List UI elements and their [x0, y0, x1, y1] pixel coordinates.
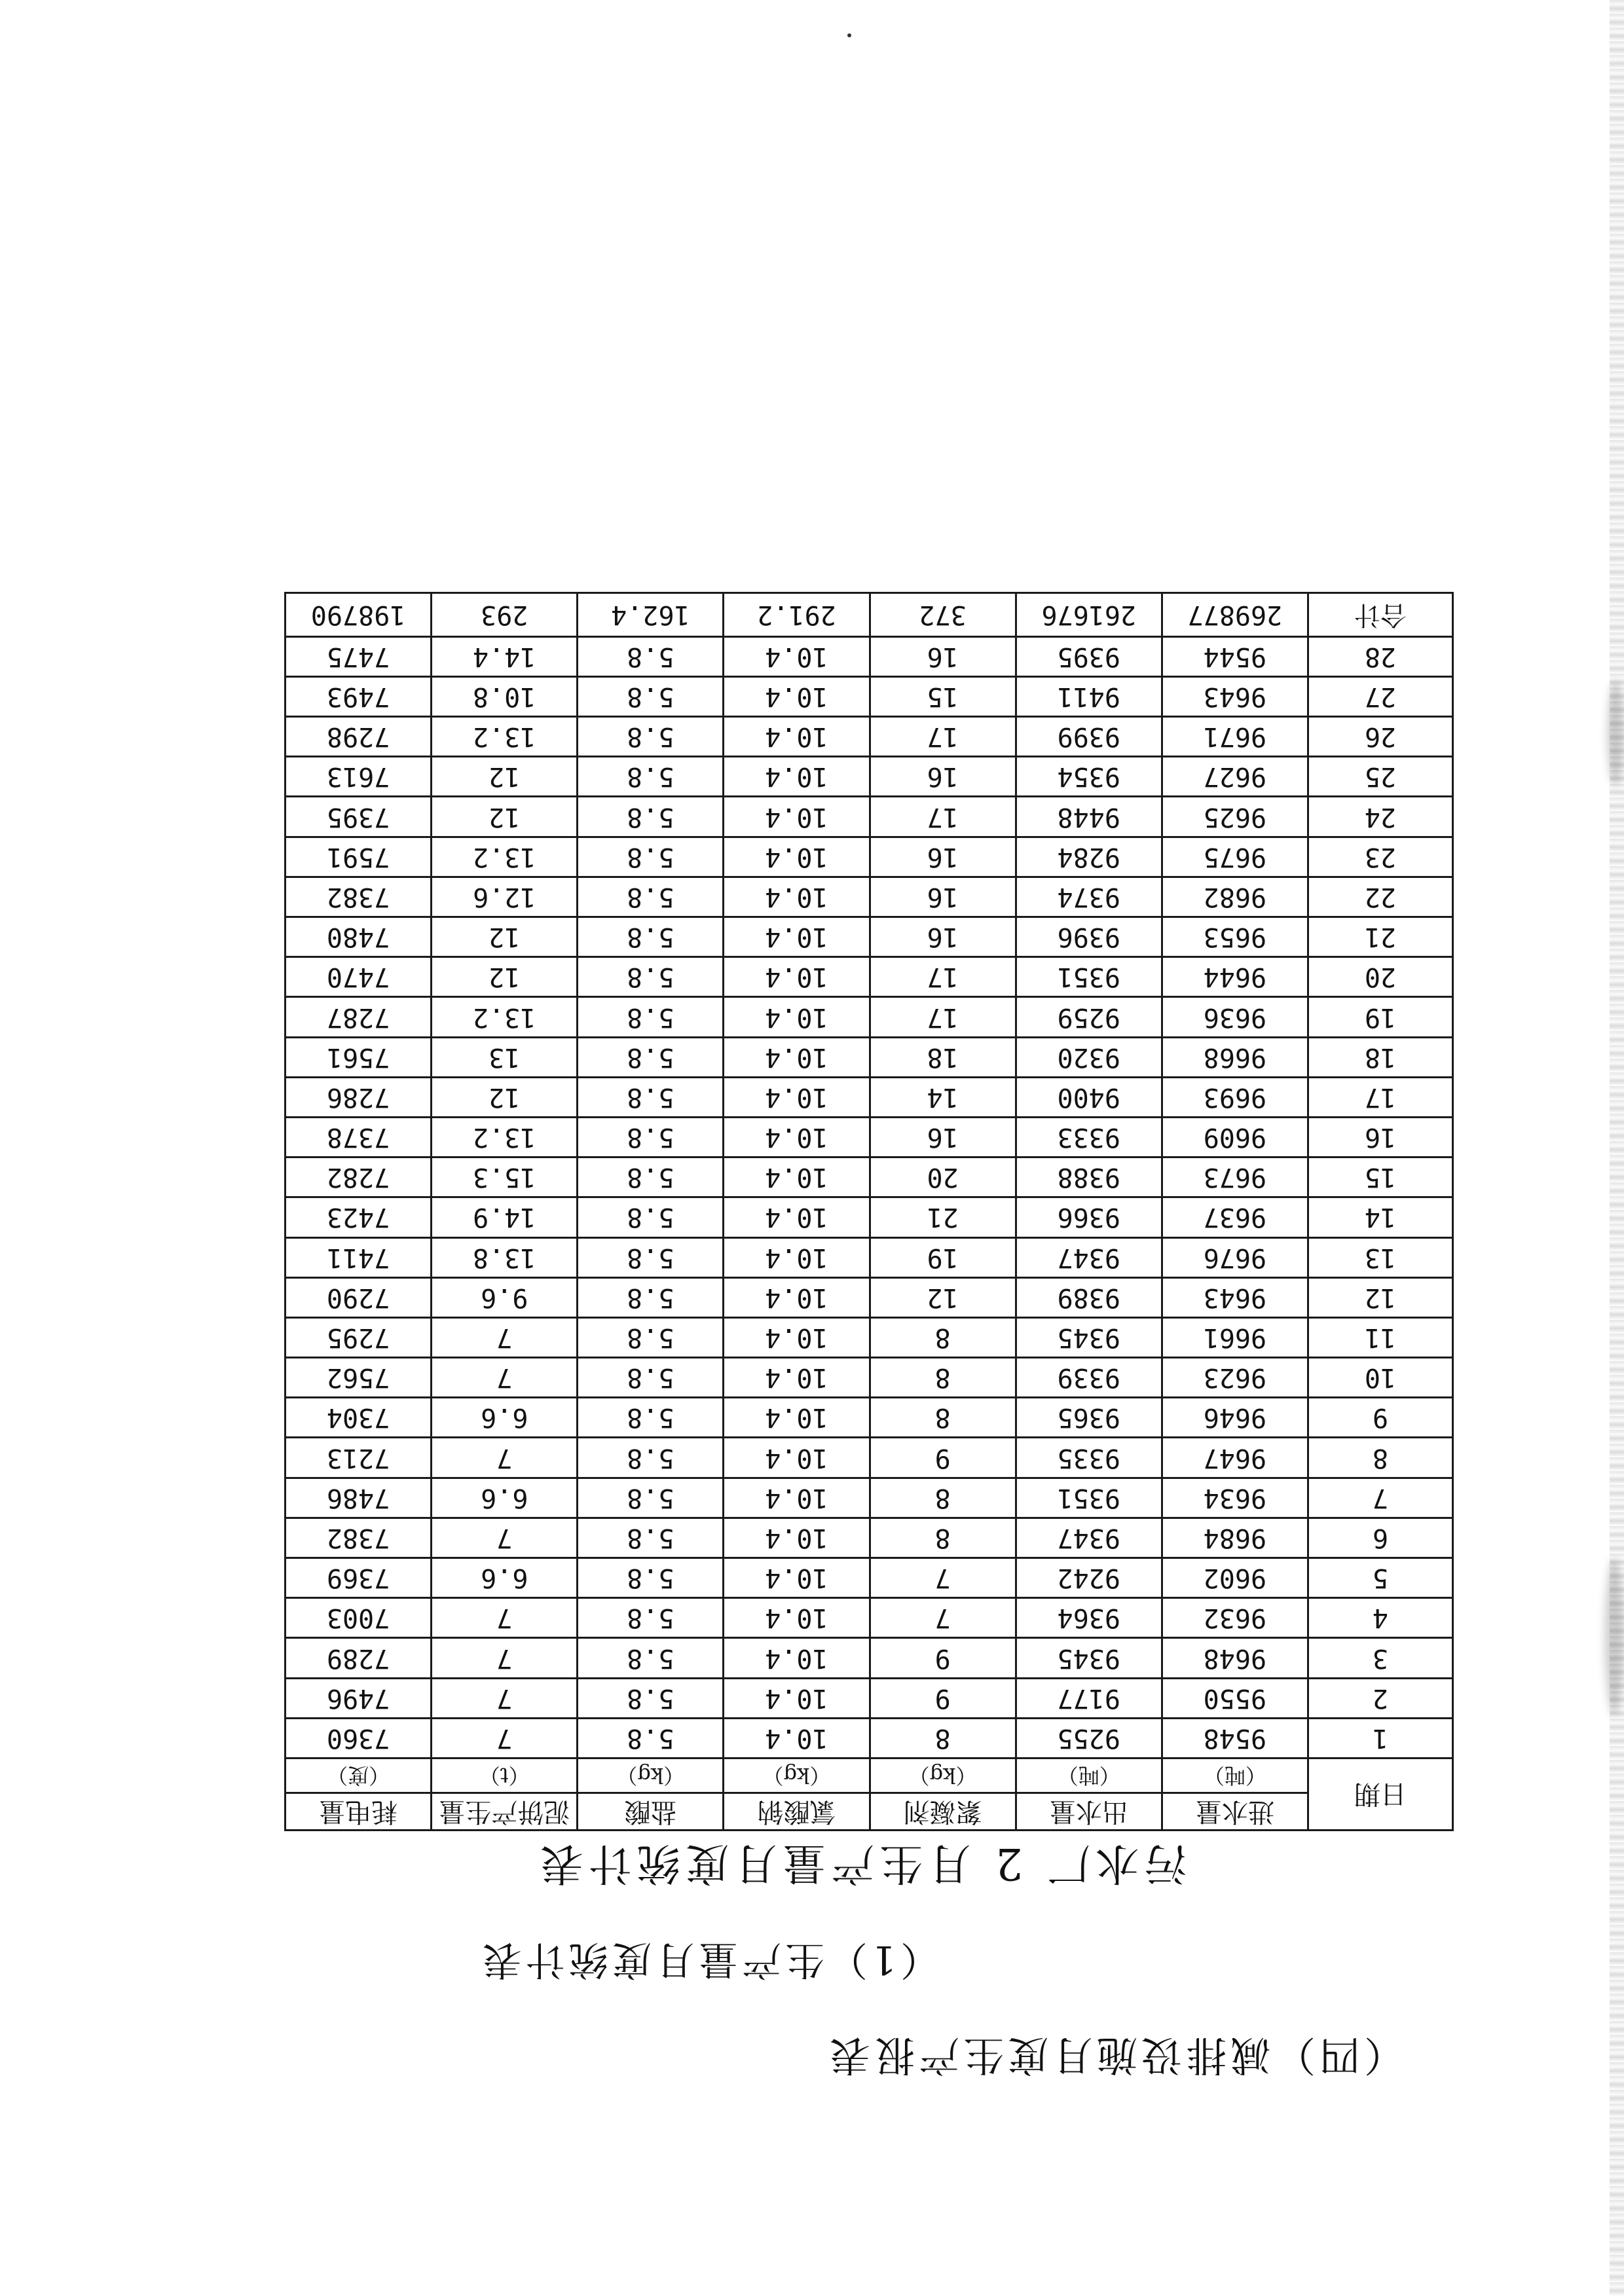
- cell-outflow: 9345: [1016, 1317, 1162, 1357]
- cell-inflow: 9644: [1162, 957, 1308, 997]
- cell-inflow: 9632: [1162, 1598, 1308, 1638]
- cell-sludge-cake: 10.8: [432, 676, 578, 716]
- cell-sodium-chlorate: 10.4: [724, 1678, 870, 1718]
- cell-day: 23: [1308, 837, 1452, 877]
- unit-sodium-chlorate: （kg）: [724, 1758, 870, 1793]
- total-coagulant: 372: [870, 592, 1016, 636]
- cell-electricity: 7591: [286, 837, 432, 877]
- cell-electricity: 7289: [286, 1638, 432, 1678]
- unit-outflow: （吨）: [1016, 1758, 1162, 1793]
- cell-coagulant: 17: [870, 717, 1016, 757]
- cell-coagulant: 16: [870, 757, 1016, 797]
- cell-sodium-chlorate: 10.4: [724, 837, 870, 877]
- scanner-smudge: [1607, 681, 1624, 786]
- cell-hydrochloric-acid: 5.8: [578, 717, 724, 757]
- cell-outflow: 9339: [1016, 1358, 1162, 1398]
- table-row: [286, 1197, 1453, 1237]
- cell-coagulant: 16: [870, 636, 1016, 676]
- total-hydrochloric-acid: 162.4: [578, 592, 724, 636]
- cell-hydrochloric-acid: 5.8: [578, 1678, 724, 1718]
- cell-outflow: 9284: [1016, 837, 1162, 877]
- cell-hydrochloric-acid: 5.8: [578, 1558, 724, 1598]
- cell-outflow: 9400: [1016, 1077, 1162, 1117]
- cell-sludge-cake: 6.6: [432, 1558, 578, 1598]
- cell-coagulant: 17: [870, 797, 1016, 837]
- cell-day: 18: [1308, 1037, 1452, 1077]
- cell-sodium-chlorate: 10.4: [724, 636, 870, 676]
- scan-speck: [847, 33, 851, 37]
- cell-hydrochloric-acid: 5.8: [578, 1518, 724, 1558]
- cell-outflow: 9354: [1016, 757, 1162, 797]
- section-heading: （四）减排设施月度生产报表: [825, 2032, 1405, 2079]
- cell-sodium-chlorate: 10.4: [724, 717, 870, 757]
- header-electricity: 耗电量: [286, 1793, 432, 1831]
- cell-electricity: 7382: [286, 1518, 432, 1558]
- cell-sodium-chlorate: 10.4: [724, 957, 870, 997]
- cell-coagulant: 21: [870, 1197, 1016, 1237]
- cell-sludge-cake: 12.6: [432, 877, 578, 917]
- header-inflow: 进水量: [1162, 1793, 1308, 1831]
- table-row: [286, 1077, 1453, 1117]
- cell-inflow: 9684: [1162, 1518, 1308, 1558]
- cell-hydrochloric-acid: 5.8: [578, 1478, 724, 1518]
- cell-sodium-chlorate: 10.4: [724, 1558, 870, 1598]
- table-row: [286, 877, 1453, 917]
- cell-inflow: 9661: [1162, 1317, 1308, 1357]
- table-row: [286, 1518, 1453, 1558]
- cell-day: 26: [1308, 717, 1452, 757]
- cell-sodium-chlorate: 10.4: [724, 1358, 870, 1398]
- cell-coagulant: 9: [870, 1678, 1016, 1718]
- cell-inflow: 9637: [1162, 1197, 1308, 1237]
- cell-hydrochloric-acid: 5.8: [578, 1118, 724, 1157]
- cell-electricity: 7395: [286, 797, 432, 837]
- cell-electricity: 7298: [286, 717, 432, 757]
- cell-electricity: 7287: [286, 997, 432, 1037]
- table-row: [286, 1157, 1453, 1197]
- cell-inflow: 9544: [1162, 636, 1308, 676]
- cell-hydrochloric-acid: 5.8: [578, 1398, 724, 1438]
- cell-day: 8: [1308, 1438, 1452, 1478]
- cell-outflow: 9395: [1016, 636, 1162, 676]
- cell-outflow: 9399: [1016, 717, 1162, 757]
- cell-outflow: 9347: [1016, 1237, 1162, 1277]
- cell-sodium-chlorate: 10.4: [724, 757, 870, 797]
- cell-outflow: 9333: [1016, 1118, 1162, 1157]
- cell-hydrochloric-acid: 5.8: [578, 1157, 724, 1197]
- cell-electricity: 7360: [286, 1718, 432, 1758]
- cell-hydrochloric-acid: 5.8: [578, 797, 724, 837]
- cell-day: 2: [1308, 1678, 1452, 1718]
- cell-sodium-chlorate: 10.4: [724, 1638, 870, 1678]
- cell-coagulant: 8: [870, 1317, 1016, 1357]
- cell-electricity: 7003: [286, 1598, 432, 1638]
- total-label: 合计: [1308, 592, 1452, 636]
- cell-sodium-chlorate: 10.4: [724, 1197, 870, 1237]
- cell-coagulant: 16: [870, 1118, 1016, 1157]
- subsection-heading: （1）生产量月度统计表: [478, 1937, 940, 1982]
- cell-sodium-chlorate: 10.4: [724, 1478, 870, 1518]
- cell-hydrochloric-acid: 5.8: [578, 1358, 724, 1398]
- cell-coagulant: 9: [870, 1438, 1016, 1478]
- cell-inflow: 9676: [1162, 1237, 1308, 1277]
- cell-sodium-chlorate: 10.4: [724, 1438, 870, 1478]
- cell-sodium-chlorate: 10.4: [724, 1037, 870, 1077]
- cell-outflow: 9351: [1016, 957, 1162, 997]
- cell-outflow: 9389: [1016, 1277, 1162, 1317]
- table-row: [286, 1638, 1453, 1678]
- cell-sludge-cake: 12: [432, 917, 578, 957]
- cell-day: 17: [1308, 1077, 1452, 1117]
- cell-sodium-chlorate: 10.4: [724, 1718, 870, 1758]
- cell-outflow: 9351: [1016, 1478, 1162, 1518]
- cell-day: 25: [1308, 757, 1452, 797]
- cell-hydrochloric-acid: 5.8: [578, 837, 724, 877]
- cell-day: 10: [1308, 1358, 1452, 1398]
- cell-day: 22: [1308, 877, 1452, 917]
- cell-outflow: 9448: [1016, 797, 1162, 837]
- cell-sludge-cake: 7: [432, 1718, 578, 1758]
- cell-hydrochloric-acid: 5.8: [578, 757, 724, 797]
- cell-sludge-cake: 9.6: [432, 1277, 578, 1317]
- cell-day: 20: [1308, 957, 1452, 997]
- cell-outflow: 9320: [1016, 1037, 1162, 1077]
- cell-coagulant: 7: [870, 1598, 1016, 1638]
- cell-inflow: 9671: [1162, 717, 1308, 757]
- cell-sludge-cake: 7: [432, 1438, 578, 1478]
- cell-electricity: 7282: [286, 1157, 432, 1197]
- table-row: [286, 1358, 1453, 1398]
- total-sludge-cake: 293: [432, 592, 578, 636]
- header-coagulant: 絮凝剂: [870, 1793, 1016, 1831]
- cell-day: 16: [1308, 1118, 1452, 1157]
- table-title: 污水厂 2 月生产量月度统计表: [535, 1838, 1187, 1889]
- cell-day: 4: [1308, 1598, 1452, 1638]
- table-row: [286, 676, 1453, 716]
- cell-day: 27: [1308, 676, 1452, 716]
- cell-inflow: 9548: [1162, 1718, 1308, 1758]
- cell-electricity: 7613: [286, 757, 432, 797]
- cell-sludge-cake: 6.6: [432, 1478, 578, 1518]
- table-row: [286, 1118, 1453, 1157]
- total-row: [286, 592, 1453, 636]
- cell-inflow: 9668: [1162, 1037, 1308, 1077]
- cell-coagulant: 8: [870, 1518, 1016, 1558]
- table-row: [286, 957, 1453, 997]
- cell-electricity: 7561: [286, 1037, 432, 1077]
- cell-sludge-cake: 7: [432, 1518, 578, 1558]
- cell-hydrochloric-acid: 5.8: [578, 1277, 724, 1317]
- header-date: 日期: [1308, 1758, 1452, 1831]
- cell-coagulant: 18: [870, 1037, 1016, 1077]
- cell-hydrochloric-acid: 5.8: [578, 1197, 724, 1237]
- cell-day: 12: [1308, 1277, 1452, 1317]
- cell-hydrochloric-acid: 5.8: [578, 1037, 724, 1077]
- table-body: [286, 592, 1453, 1758]
- cell-day: 28: [1308, 636, 1452, 676]
- total-outflow: 261676: [1016, 592, 1162, 636]
- cell-sludge-cake: 13.2: [432, 717, 578, 757]
- cell-sludge-cake: 6.6: [432, 1398, 578, 1438]
- header-sodium-chlorate: 氯酸钠: [724, 1793, 870, 1831]
- cell-sodium-chlorate: 10.4: [724, 676, 870, 716]
- cell-hydrochloric-acid: 5.8: [578, 1718, 724, 1758]
- cell-inflow: 9675: [1162, 837, 1308, 877]
- cell-sludge-cake: 12: [432, 757, 578, 797]
- cell-hydrochloric-acid: 5.8: [578, 1438, 724, 1478]
- cell-sludge-cake: 7: [432, 1317, 578, 1357]
- cell-day: 1: [1308, 1718, 1452, 1758]
- cell-hydrochloric-acid: 5.8: [578, 917, 724, 957]
- cell-sludge-cake: 13: [432, 1037, 578, 1077]
- table-header: [286, 1758, 1453, 1831]
- cell-day: 21: [1308, 917, 1452, 957]
- cell-sludge-cake: 12: [432, 1077, 578, 1117]
- cell-electricity: 7378: [286, 1118, 432, 1157]
- cell-outflow: 9255: [1016, 1718, 1162, 1758]
- cell-electricity: 7286: [286, 1077, 432, 1117]
- table-row: [286, 1598, 1453, 1638]
- header-hydrochloric-acid: 盐酸: [578, 1793, 724, 1831]
- cell-sludge-cake: 7: [432, 1638, 578, 1678]
- cell-sludge-cake: 14.4: [432, 636, 578, 676]
- unit-sludge-cake: （t）: [432, 1758, 578, 1793]
- cell-inflow: 9647: [1162, 1438, 1308, 1478]
- cell-coagulant: 20: [870, 1157, 1016, 1197]
- cell-coagulant: 9: [870, 1638, 1016, 1678]
- unit-coagulant: （kg）: [870, 1758, 1016, 1793]
- cell-sodium-chlorate: 10.4: [724, 1398, 870, 1438]
- cell-sludge-cake: 7: [432, 1678, 578, 1718]
- cell-sludge-cake: 12: [432, 797, 578, 837]
- cell-day: 24: [1308, 797, 1452, 837]
- cell-sludge-cake: 14.9: [432, 1197, 578, 1237]
- cell-hydrochloric-acid: 5.8: [578, 1237, 724, 1277]
- cell-outflow: 9335: [1016, 1438, 1162, 1478]
- cell-outflow: 9411: [1016, 676, 1162, 716]
- cell-sodium-chlorate: 10.4: [724, 917, 870, 957]
- cell-inflow: 9550: [1162, 1678, 1308, 1718]
- header-row: [286, 1793, 1453, 1831]
- cell-electricity: 7423: [286, 1197, 432, 1237]
- cell-inflow: 9682: [1162, 877, 1308, 917]
- cell-electricity: 7304: [286, 1398, 432, 1438]
- cell-outflow: 9388: [1016, 1157, 1162, 1197]
- cell-inflow: 9623: [1162, 1358, 1308, 1398]
- cell-coagulant: 19: [870, 1237, 1016, 1277]
- cell-outflow: 9365: [1016, 1398, 1162, 1438]
- cell-electricity: 7562: [286, 1358, 432, 1398]
- scanner-smudge: [1604, 1558, 1624, 1715]
- cell-inflow: 9602: [1162, 1558, 1308, 1598]
- table-row: [286, 636, 1453, 676]
- cell-coagulant: 12: [870, 1277, 1016, 1317]
- table-row: [286, 1277, 1453, 1317]
- cell-day: 5: [1308, 1558, 1452, 1598]
- cell-hydrochloric-acid: 5.8: [578, 676, 724, 716]
- cell-sodium-chlorate: 10.4: [724, 997, 870, 1037]
- table-row: [286, 1678, 1453, 1718]
- cell-inflow: 9653: [1162, 917, 1308, 957]
- cell-outflow: 9259: [1016, 997, 1162, 1037]
- cell-sodium-chlorate: 10.4: [724, 1077, 870, 1117]
- table-row: [286, 917, 1453, 957]
- cell-sludge-cake: 13.2: [432, 1118, 578, 1157]
- cell-day: 3: [1308, 1638, 1452, 1678]
- cell-inflow: 9673: [1162, 1157, 1308, 1197]
- cell-sludge-cake: 13.8: [432, 1237, 578, 1277]
- cell-sludge-cake: 13.2: [432, 837, 578, 877]
- cell-sodium-chlorate: 10.4: [724, 1518, 870, 1558]
- cell-coagulant: 17: [870, 957, 1016, 997]
- cell-inflow: 9648: [1162, 1638, 1308, 1678]
- cell-hydrochloric-acid: 5.8: [578, 957, 724, 997]
- total-electricity: 198790: [286, 592, 432, 636]
- cell-day: 19: [1308, 997, 1452, 1037]
- cell-sodium-chlorate: 10.4: [724, 1598, 870, 1638]
- cell-electricity: 7493: [286, 676, 432, 716]
- cell-outflow: 9347: [1016, 1518, 1162, 1558]
- cell-sodium-chlorate: 10.4: [724, 1317, 870, 1357]
- cell-day: 7: [1308, 1478, 1452, 1518]
- cell-sodium-chlorate: 10.4: [724, 1118, 870, 1157]
- table-row: [286, 1438, 1453, 1478]
- cell-coagulant: 16: [870, 837, 1016, 877]
- cell-inflow: 9646: [1162, 1398, 1308, 1438]
- cell-day: 11: [1308, 1317, 1452, 1357]
- cell-day: 9: [1308, 1398, 1452, 1438]
- cell-day: 14: [1308, 1197, 1452, 1237]
- cell-sodium-chlorate: 10.4: [724, 1157, 870, 1197]
- cell-hydrochloric-acid: 5.8: [578, 1077, 724, 1117]
- cell-sodium-chlorate: 10.4: [724, 1277, 870, 1317]
- cell-inflow: 9625: [1162, 797, 1308, 837]
- table-row: [286, 1478, 1453, 1518]
- cell-day: 6: [1308, 1518, 1452, 1558]
- cell-coagulant: 14: [870, 1077, 1016, 1117]
- cell-outflow: 9242: [1016, 1558, 1162, 1598]
- units-row: [286, 1758, 1453, 1793]
- cell-coagulant: 8: [870, 1478, 1016, 1518]
- cell-sludge-cake: 15.3: [432, 1157, 578, 1197]
- table-row: [286, 1718, 1453, 1758]
- unit-hydrochloric-acid: （kg）: [578, 1758, 724, 1793]
- table-row: [286, 837, 1453, 877]
- table-row: [286, 757, 1453, 797]
- cell-sludge-cake: 7: [432, 1598, 578, 1638]
- cell-coagulant: 16: [870, 877, 1016, 917]
- table-row: [286, 1317, 1453, 1357]
- total-inflow: 269877: [1162, 592, 1308, 636]
- table-row: [286, 797, 1453, 837]
- cell-day: 15: [1308, 1157, 1452, 1197]
- cell-inflow: 9643: [1162, 1277, 1308, 1317]
- unit-electricity: （度）: [286, 1758, 432, 1793]
- cell-outflow: 9366: [1016, 1197, 1162, 1237]
- cell-coagulant: 15: [870, 676, 1016, 716]
- cell-electricity: 7475: [286, 636, 432, 676]
- cell-inflow: 9609: [1162, 1118, 1308, 1157]
- cell-hydrochloric-acid: 5.8: [578, 877, 724, 917]
- cell-hydrochloric-acid: 5.8: [578, 636, 724, 676]
- cell-hydrochloric-acid: 5.8: [578, 1317, 724, 1357]
- cell-electricity: 7470: [286, 957, 432, 997]
- cell-sludge-cake: 12: [432, 957, 578, 997]
- cell-inflow: 9627: [1162, 757, 1308, 797]
- cell-inflow: 9634: [1162, 1478, 1308, 1518]
- production-table: [284, 592, 1454, 1831]
- cell-sodium-chlorate: 10.4: [724, 1237, 870, 1277]
- table-row: [286, 1037, 1453, 1077]
- cell-electricity: 7411: [286, 1237, 432, 1277]
- table-row: [286, 1237, 1453, 1277]
- cell-coagulant: 7: [870, 1558, 1016, 1598]
- cell-outflow: 9374: [1016, 877, 1162, 917]
- cell-outflow: 9364: [1016, 1598, 1162, 1638]
- cell-coagulant: 16: [870, 917, 1016, 957]
- cell-electricity: 7213: [286, 1438, 432, 1478]
- cell-electricity: 7295: [286, 1317, 432, 1357]
- cell-hydrochloric-acid: 5.8: [578, 1638, 724, 1678]
- cell-outflow: 9177: [1016, 1678, 1162, 1718]
- cell-electricity: 7486: [286, 1478, 432, 1518]
- cell-electricity: 7496: [286, 1678, 432, 1718]
- header-sludge-cake: 泥饼产生量: [432, 1793, 578, 1831]
- cell-outflow: 9345: [1016, 1638, 1162, 1678]
- cell-sodium-chlorate: 10.4: [724, 877, 870, 917]
- unit-inflow: （吨）: [1162, 1758, 1308, 1793]
- cell-sludge-cake: 13.2: [432, 997, 578, 1037]
- table-row: [286, 1558, 1453, 1598]
- cell-day: 13: [1308, 1237, 1452, 1277]
- table-row: [286, 717, 1453, 757]
- cell-electricity: 7369: [286, 1558, 432, 1598]
- cell-inflow: 9693: [1162, 1077, 1308, 1117]
- cell-hydrochloric-acid: 5.8: [578, 1598, 724, 1638]
- cell-hydrochloric-acid: 5.8: [578, 997, 724, 1037]
- table-row: [286, 997, 1453, 1037]
- cell-sludge-cake: 7: [432, 1358, 578, 1398]
- cell-inflow: 9643: [1162, 676, 1308, 716]
- cell-inflow: 9636: [1162, 997, 1308, 1037]
- scanner-edge-noise: [1610, 0, 1624, 2296]
- cell-electricity: 7382: [286, 877, 432, 917]
- cell-coagulant: 8: [870, 1358, 1016, 1398]
- table-row: [286, 1398, 1453, 1438]
- cell-coagulant: 8: [870, 1718, 1016, 1758]
- cell-coagulant: 8: [870, 1398, 1016, 1438]
- cell-outflow: 9396: [1016, 917, 1162, 957]
- cell-sodium-chlorate: 10.4: [724, 797, 870, 837]
- cell-electricity: 7290: [286, 1277, 432, 1317]
- cell-electricity: 7480: [286, 917, 432, 957]
- cell-coagulant: 17: [870, 997, 1016, 1037]
- total-sodium-chlorate: 291.2: [724, 592, 870, 636]
- header-outflow: 出水量: [1016, 1793, 1162, 1831]
